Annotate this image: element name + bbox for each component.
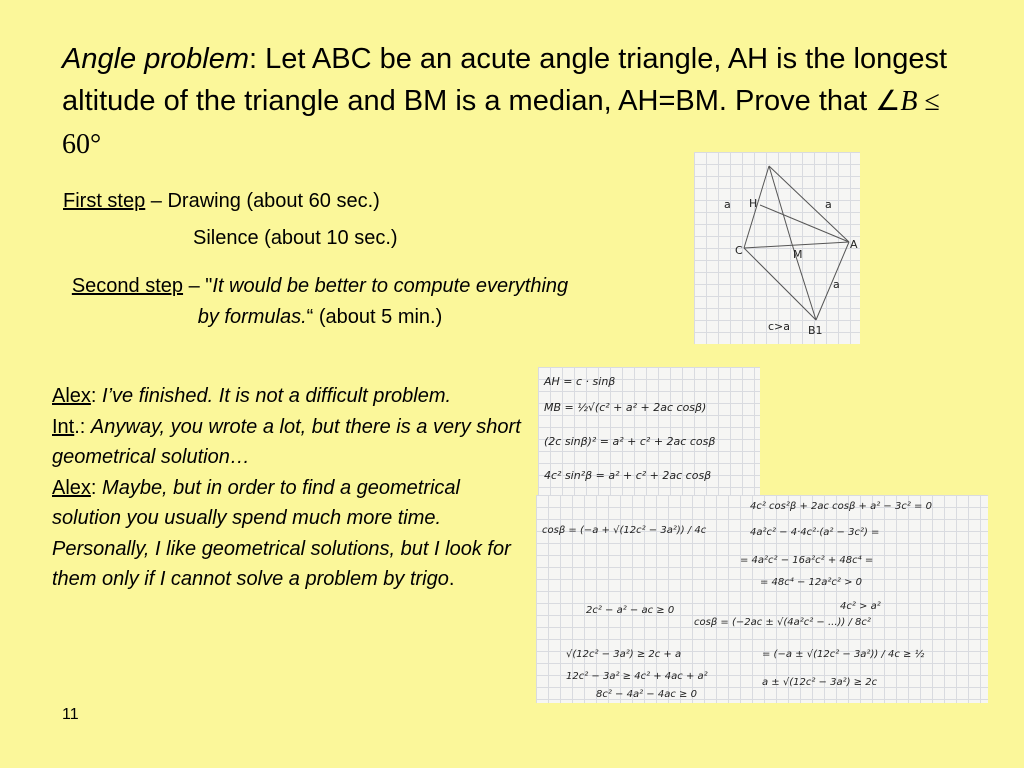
dialog-line: Alex: Maybe, but in order to find a geometrical solution you usually spend much more time. Personally, I like geometrical solutions, but I look for them only if I cannot solve a problem by trigo.: [52, 476, 511, 590]
note-line: cosβ = (−a + √(12c² − 3a²)) / 4c: [542, 525, 707, 536]
second-step-quote: It would be better to compute everything by formulas.: [197, 275, 569, 328]
handwritten-notes-top: [538, 367, 760, 497]
dialog-line: Int.: Anyway, you wrote a lot, but there is a very short geometrical solution…: [52, 415, 521, 468]
note-line: = 48c⁴ − 12a²c² > 0: [760, 577, 862, 588]
problem-statement: [62, 38, 962, 166]
triangle-sketch: [694, 152, 860, 344]
note-line: √(12c² − 3a²) ≥ 2c + a: [566, 649, 682, 660]
note-line: (2c sinβ)² = a² + c² + 2ac cosβ: [544, 435, 716, 448]
sketch-label: c>a: [768, 320, 791, 333]
sketch-label: B1: [808, 324, 823, 337]
page-number: 11: [62, 706, 79, 723]
note-line: 4c² sin²β = a² + c² + 2ac cosβ: [544, 469, 712, 482]
first-step: [63, 186, 380, 217]
note-line: 4c² cos²β + 2ac cosβ + a² − 3c² = 0: [750, 501, 932, 512]
note-line: = (−a ± √(12c² − 3a²)) / 4c ≥ ½: [762, 649, 925, 660]
first-step-text: – Drawing (about 60 sec.): [145, 190, 380, 212]
sketch-label: a: [724, 198, 731, 211]
sketch-label: a: [825, 198, 832, 211]
notes-bottom-drawing: [536, 495, 988, 703]
note-line: MB = ½√(c² + a² + 2ac cosβ): [544, 401, 707, 414]
dialog: [52, 381, 522, 595]
note-line: 4c² > a²: [840, 601, 881, 612]
note-line: 2c² − a² − ac ≥ 0: [586, 605, 675, 616]
first-step-label: First step: [63, 190, 146, 212]
sketch-label: H: [749, 197, 758, 210]
second-step-label: Second step: [71, 275, 184, 297]
sketch-label: A: [850, 238, 858, 251]
silence-text: Silence (about 10 sec.): [193, 227, 398, 249]
note-line: 8c² − 4a² − 4ac ≥ 0: [596, 689, 697, 700]
triangle-sketch-image: [694, 152, 860, 344]
problem-text: : Let ABC be an acute angle triangle, AH is the longest altitude of the triangle and BM is a median, AH=BM. Prove that: [62, 43, 948, 117]
note-line: = 4a²c² − 16a²c² + 48c⁴ =: [740, 555, 874, 566]
second-step: Second step – "It would be better to compute everything by formulas.“ (about 5 min.): [71, 275, 569, 328]
handwritten-notes-bottom: [536, 495, 988, 703]
note-line: 12c² − 3a² ≥ 4c² + 4ac + a²: [566, 671, 708, 682]
note-line: AH = c · sinβ: [544, 375, 616, 388]
problem-title: Angle problem: [62, 43, 249, 75]
note-line: cosβ = (−2ac ± √(4a²c² − ...)) / 8c²: [694, 617, 871, 628]
notes-top-drawing: [538, 367, 760, 497]
note-line: a ± √(12c² − 3a²) ≥ 2c: [762, 677, 878, 688]
dialog-line: Alex: I’ve finished. It is not a difficult problem.: [52, 385, 452, 407]
sketch-label: M: [793, 248, 803, 261]
note-line: 4a²c² − 4·4c²·(a² − 3c²) =: [750, 527, 880, 538]
sketch-label: C: [735, 244, 743, 257]
angle-formula: ∠B ≤ 60°: [62, 86, 940, 160]
sketch-label: a: [833, 278, 840, 291]
